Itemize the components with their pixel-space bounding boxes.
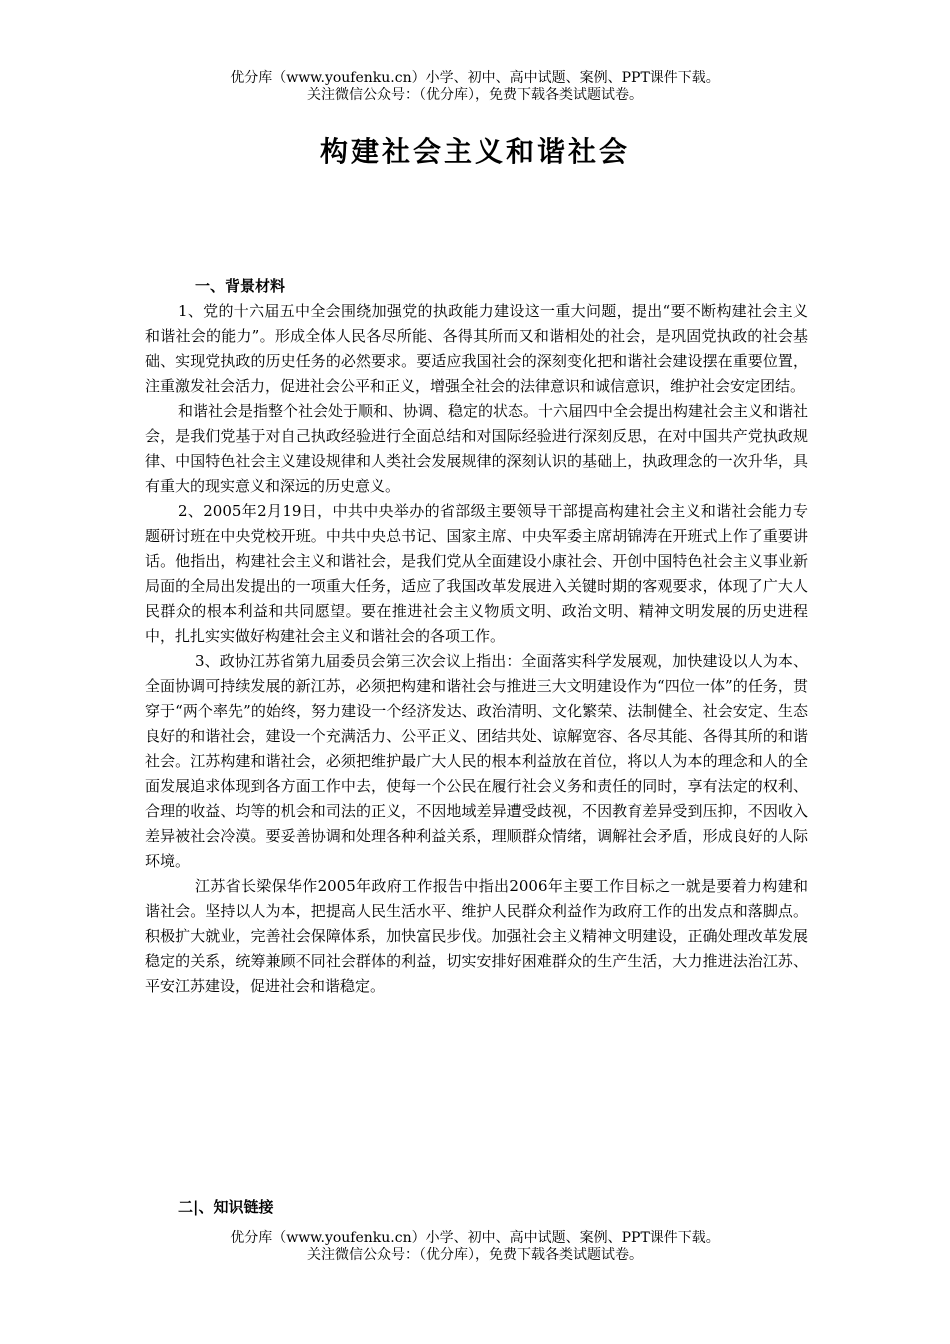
page-header xyxy=(0,70,950,104)
document-title: 构建社会主义和谐社会 xyxy=(319,135,630,168)
paragraph: 3、政协江苏省第九届委员会第三次会议上指出：全面落实科学发展观，加快建设以人为本、全面协调可持续发展的新江苏，必须把构建和谐社会与推进三大文明建设作为“四位一体”的任务，贯穿于“两个率先”的始终，努力建设一个经济发达、政治清明、文化繁荣、法制健全、社会安定、生态良好的和谐社会，建设一个充满活力、公平正义、团结共处、谅解宽容、各尽其能、各得其所的和谐社会。江苏构建和谐社会，必须把维护最广大人民的根本利益放在首位，将以人为本的理念和人的全面发展追求体现到各方面工作中去，使每一个公民在履行社会义务和责任的同时，享有法定的权利、合理的收益、均等的机会和司法的正义，不因地域差异遭受歧视，不因教育差异受到压抑，不因收入差异被社会冷漠。要妥善协调和处理各种利益关系，理顺群众情绪，调解社会矛盾，形成良好的人际环境。 xyxy=(145,652,808,870)
paragraph: 1、党的十六届五中全会围绕加强党的执政能力建设这一重大问题，提出“要不断构建社会主义和谐社会的能力”。形成全体人民各尽所能、各得其所而又和谐相处的社会，是巩固党执政的社会基础、实现党执政的历史任务的必然要求。要适应我国社会的深刻变化把和谐社会建设摆在重要位置，注重激发社会活力，促进社会公平和正义，增强全社会的法律意识和诚信意识，维护社会安定团结。 xyxy=(145,302,808,395)
footer-line-2: 关注微信公众号：（优分库），免费下载各类试题试卷。 xyxy=(307,1247,643,1263)
section-heading-background: 一、背景材料 xyxy=(195,277,286,295)
section-heading-knowledge-link: 二|、知识链接 xyxy=(178,1198,274,1216)
paragraph: 和谐社会是指整个社会处于顺和、协调、稳定的状态。十六届四中全会提出构建社会主义和谐社会，是我们党基于对自己执政经验进行全面总结和对国际经验进行深刻反思，在对中国共产党执政规律、中国特色社会主义建设规律和人类社会发展规律的深刻认识的基础上，执政理念的一次升华，具有重大的现实意义和深远的历史意义。 xyxy=(145,402,809,495)
document-body xyxy=(145,274,808,999)
paragraph: 2、2005年2月19日，中共中央举办的省部级主要领导干部提高构建社会主义和谐社会能力专题研讨班在中央党校开班。中共中央总书记、国家主席、中央军委主席胡锦涛在开班式上作了重要讲话。他指出，构建社会主义和谐社会，是我们党从全面建设小康社会、开创中国特色社会主义事业新局面的全局出发提出的一项重大任务，适应了我国改革发展进入关键时期的客观要求，体现了广大人民群众的根本利益和共同愿望。要在推进社会主义物质文明、政治文明、精神文明发展的历史进程中，扎扎实实做好构建社会主义和谐社会的各项工作。 xyxy=(145,502,808,645)
header-line-1: 优分库（www.youfenku.cn）小学、初中、高中试题、案例、PPT课件下载。 xyxy=(230,70,720,86)
footer-line-1: 优分库（www.youfenku.cn）小学、初中、高中试题、案例、PPT课件下载。 xyxy=(230,1230,720,1246)
paragraph: 江苏省长梁保华作2005年政府工作报告中指出2006年主要工作目标之一就是要着力构建和谐社会。坚持以人为本，把提高人民生活水平、维护人民群众利益作为政府工作的出发点和落脚点。积极扩大就业，完善社会保障体系，加快富民步伐。加强社会主义精神文明建设，正确处理改革发展稳定的关系，统筹兼顾不同社会群体的利益，切实安排好困难群众的生产生活，大力推进法治江苏、平安江苏建设，促进社会和谐稳定。 xyxy=(145,877,808,995)
page-footer xyxy=(0,1230,950,1264)
header-line-2: 关注微信公众号：（优分库），免费下载各类试题试卷。 xyxy=(307,87,643,103)
